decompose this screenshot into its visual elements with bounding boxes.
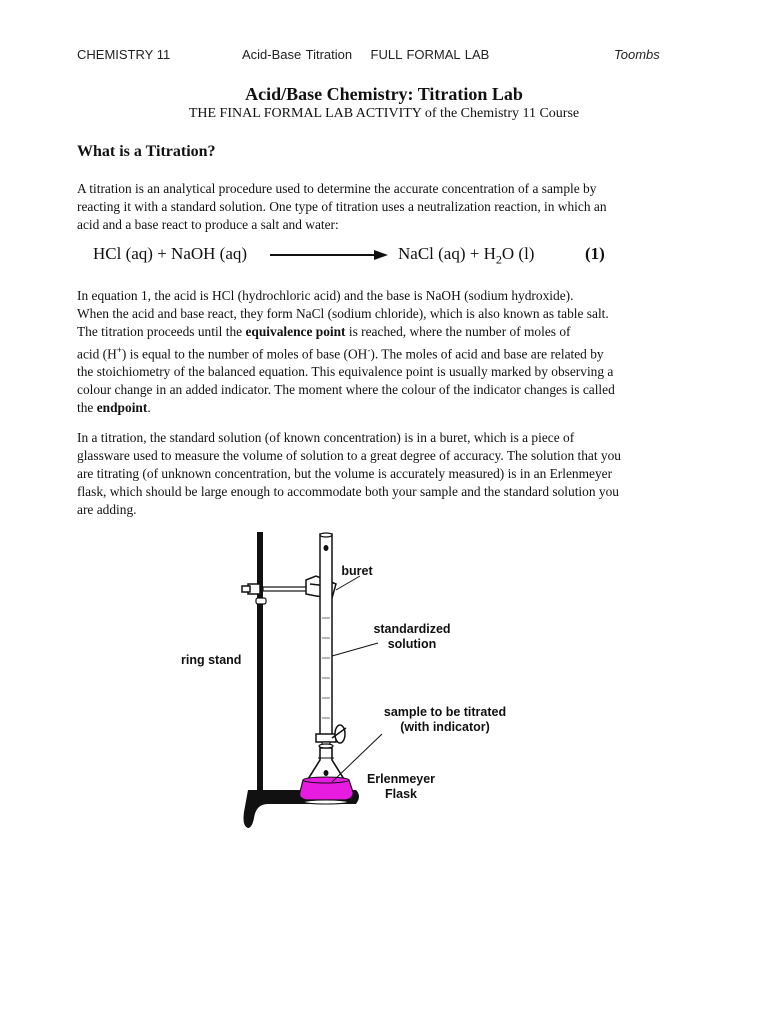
text-run: acid (H [77,346,117,362]
paragraph-line: In equation 1, the acid is HCl (hydrochloric acid) and the base is NaOH (sodium hydroxide). [77,288,574,303]
endpoint-term: endpoint [96,400,148,416]
label-erlenmeyer-flask [356,772,446,802]
paragraph-line [77,323,697,341]
buret-paragraph [77,429,697,519]
label-ring-stand: ring stand [181,653,242,667]
equation-products-text: NaCl (aq) + H [398,244,496,263]
paragraph-line: flask, which should be large enough to accommodate both your sample and the standard solution you [77,484,619,499]
titration-diagram [170,528,530,838]
equation-subscript: 2 [495,252,502,267]
header-author: Toombs [614,47,660,62]
paragraph-line: glassware used to measure the volume of solution to a great degree of accuracy. The solution that you [77,448,622,463]
header-lab-title: Acid-Base Titration FULL FORMAL LAB [242,47,490,62]
text-run: ) is equal to the number of moles of base (OH [121,346,368,362]
equation-products [398,244,534,267]
page-title: Acid/Base Chemistry: Titration Lab [245,84,523,104]
paragraph-line: When the acid and base react, they form NaCl (sodium chloride), which is also known as table salt. [77,306,609,321]
text-run: ). The moles of acid and base are related by [370,346,604,362]
paragraph-line: are adding. [77,502,137,517]
label-line: Erlenmeyer [366,772,436,786]
label-line: (with indicator) [400,720,490,734]
intro-line: reacting it with a standard solution. One type of titration uses a neutralization reaction, in which an [77,199,607,214]
equation-products-tail: O (l) [501,244,535,263]
equivalence-point-term: equivalence point [245,324,346,339]
label-line: standardized [373,622,451,636]
equation-number: (1) [585,244,605,263]
paragraph-line: the stoichiometry of the balanced equation. This equivalence point is usually marked by observing a [77,364,614,380]
paragraph-line: In a titration, the standard solution (of known concentration) is in a buret, which is a piece of [77,430,575,445]
paragraph-line [77,341,697,363]
label-line: sample to be titrated [383,705,507,719]
equivalence-paragraph [77,287,697,417]
label-standardized-solution [362,622,462,652]
header-course: CHEMISTRY 11 [77,47,171,62]
reaction-arrow-icon [270,248,390,262]
text-run: is reached, where the number of moles of [345,324,571,339]
superscript: + [116,345,122,355]
paragraph-line: colour change in an added indicator. The moment where the colour of the indicator changes is called [77,382,615,398]
label-line: solution [387,637,437,651]
superscript: - [367,345,371,355]
label-buret: buret [341,564,373,578]
label-sample-to-be-titrated [370,705,520,735]
section-heading: What is a Titration? [77,143,216,160]
text-run: . [147,400,151,416]
label-line: Flask [385,787,417,801]
equation-reactants: HCl (aq) + NaOH (aq) [93,244,248,263]
intro-paragraph [77,180,697,234]
text-run: The titration proceeds until the [77,324,246,339]
intro-line: acid and a base react to produce a salt and water: [77,217,339,232]
text-run: the [77,400,97,416]
page-subtitle: THE FINAL FORMAL LAB ACTIVITY of the Chemistry 11 Course [188,106,580,121]
paragraph-line [77,399,697,417]
paragraph-line: are titrating (of unknown concentration, but the volume is accurately measured) is in an Erlenmeyer [77,466,613,481]
intro-line: A titration is an analytical procedure used to determine the accurate concentration of a sample by [77,181,597,196]
